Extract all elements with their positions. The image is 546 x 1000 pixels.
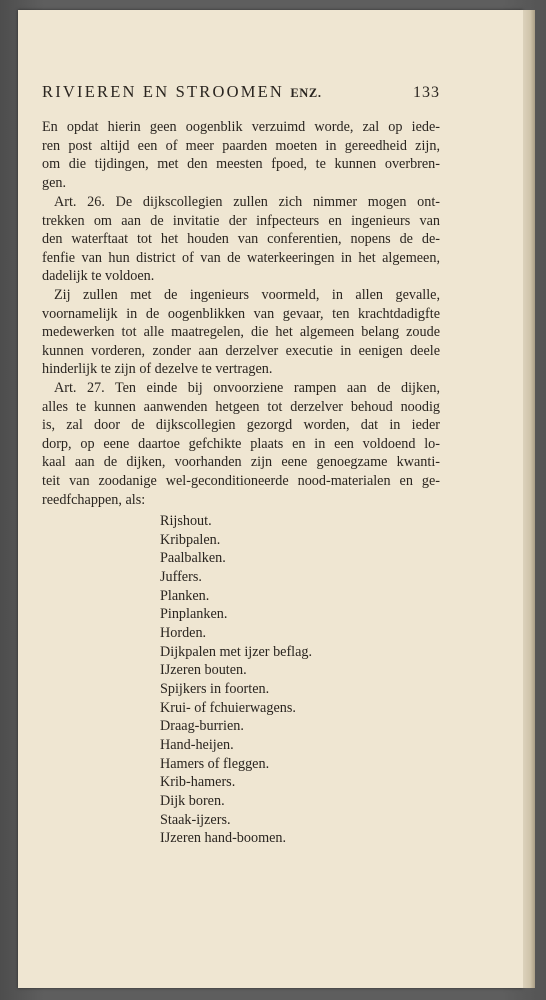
text-line: kaal aan de dijken, voorhanden zijn eene genoegzame kwanti- xyxy=(42,454,440,471)
paragraph-1 xyxy=(42,118,440,192)
text-line: Zij zullen met de ingenieurs voormeld, in allen gevalle, xyxy=(54,287,440,303)
list-item: IJzeren bouten. xyxy=(160,662,247,679)
text-line: trekken om aan de invitatie der infpecteurs en ingenieurs van xyxy=(42,212,440,229)
page-number: 133 xyxy=(413,84,440,101)
text-line: dorp, op eene daartoe gefchikte plaats en in een voldoend lo- xyxy=(42,435,440,452)
text-line: En opdat hierin geen oogenblik verzuimd worde, zal op iede- xyxy=(42,119,440,135)
text-line: medewerken tot alle maatregelen, die het algemeen belang zoude xyxy=(42,324,440,341)
list-item: Rijshout. xyxy=(160,513,212,529)
list-item: Hand-heijen. xyxy=(160,736,234,753)
text-line: teit van zoodanige wel-geconditioneerde nood-materialen en ge- xyxy=(42,472,440,489)
text-line: reedfchappen, als: xyxy=(42,491,146,508)
running-head xyxy=(42,82,322,102)
materials-list xyxy=(160,512,380,848)
text-line: Art. 27. Ten einde bij onvoorziene rampen aan de dijken, xyxy=(54,380,440,396)
running-head-small: ENZ. xyxy=(290,86,322,100)
text-line: kunnen vorderen, zonder aan derzelver executie in eenigen deele xyxy=(42,342,440,359)
text-line: alles te kunnen aanwenden hetgeen tot derzelver behoud noodig xyxy=(42,398,440,415)
list-item: Paalbalken. xyxy=(160,550,226,567)
text-line: den waterftaat tot het houden van conferentien, nopens de de- xyxy=(42,231,440,248)
list-item: Hamers of fleggen. xyxy=(160,755,270,772)
text-line: dadelijk te voldoen. xyxy=(42,268,155,285)
page-edge xyxy=(523,10,535,988)
list-item: Kribpalen. xyxy=(160,531,221,548)
text-line: Art. 26. De dijkscollegien zullen zich nimmer mogen ont- xyxy=(54,194,440,210)
paragraph-3 xyxy=(42,286,440,379)
paragraph-art-27 xyxy=(42,379,440,509)
list-item: Planken. xyxy=(160,587,210,604)
list-item: Draag-burrien. xyxy=(160,718,244,735)
list-item: Spijkers in foorten. xyxy=(160,680,270,697)
list-item: Staak-ijzers. xyxy=(160,811,231,828)
list-item: Horden. xyxy=(160,624,207,641)
page-header xyxy=(42,82,440,106)
list-item: Juffers. xyxy=(160,568,202,585)
list-item: Krib-hamers. xyxy=(160,774,236,791)
list-item: Krui- of fchuierwagens. xyxy=(160,699,296,716)
text-line: ren post altijd een of meer paarden moeten in gereedheid zijn, xyxy=(42,137,440,154)
paragraph-art-26 xyxy=(42,193,440,286)
text-line: is, zal door de dijkscollegien gezorgd worden, dat in ieder xyxy=(42,417,440,434)
text-line: hinderlijk te zijn of dezelve te vertragen. xyxy=(42,361,273,378)
text-line: om die tijdingen, met den meesten fpoed, te kunnen overbren- xyxy=(42,156,440,173)
text-line: voornamelijk in de oogenblikken van gevaar, ten krachtdadigfte xyxy=(42,305,440,322)
list-item: Dijkpalen met ijzer beflag. xyxy=(160,643,313,660)
text-line: gen. xyxy=(42,174,67,191)
text-line: fenfie van hun district of van de waterkeeringen in het algemeen, xyxy=(42,249,440,266)
list-item: Dijk boren. xyxy=(160,792,225,809)
list-item: IJzeren hand-boomen. xyxy=(160,830,287,847)
running-head-main: RIVIEREN EN STROOMEN xyxy=(42,82,284,101)
list-item: Pinplanken. xyxy=(160,606,228,623)
